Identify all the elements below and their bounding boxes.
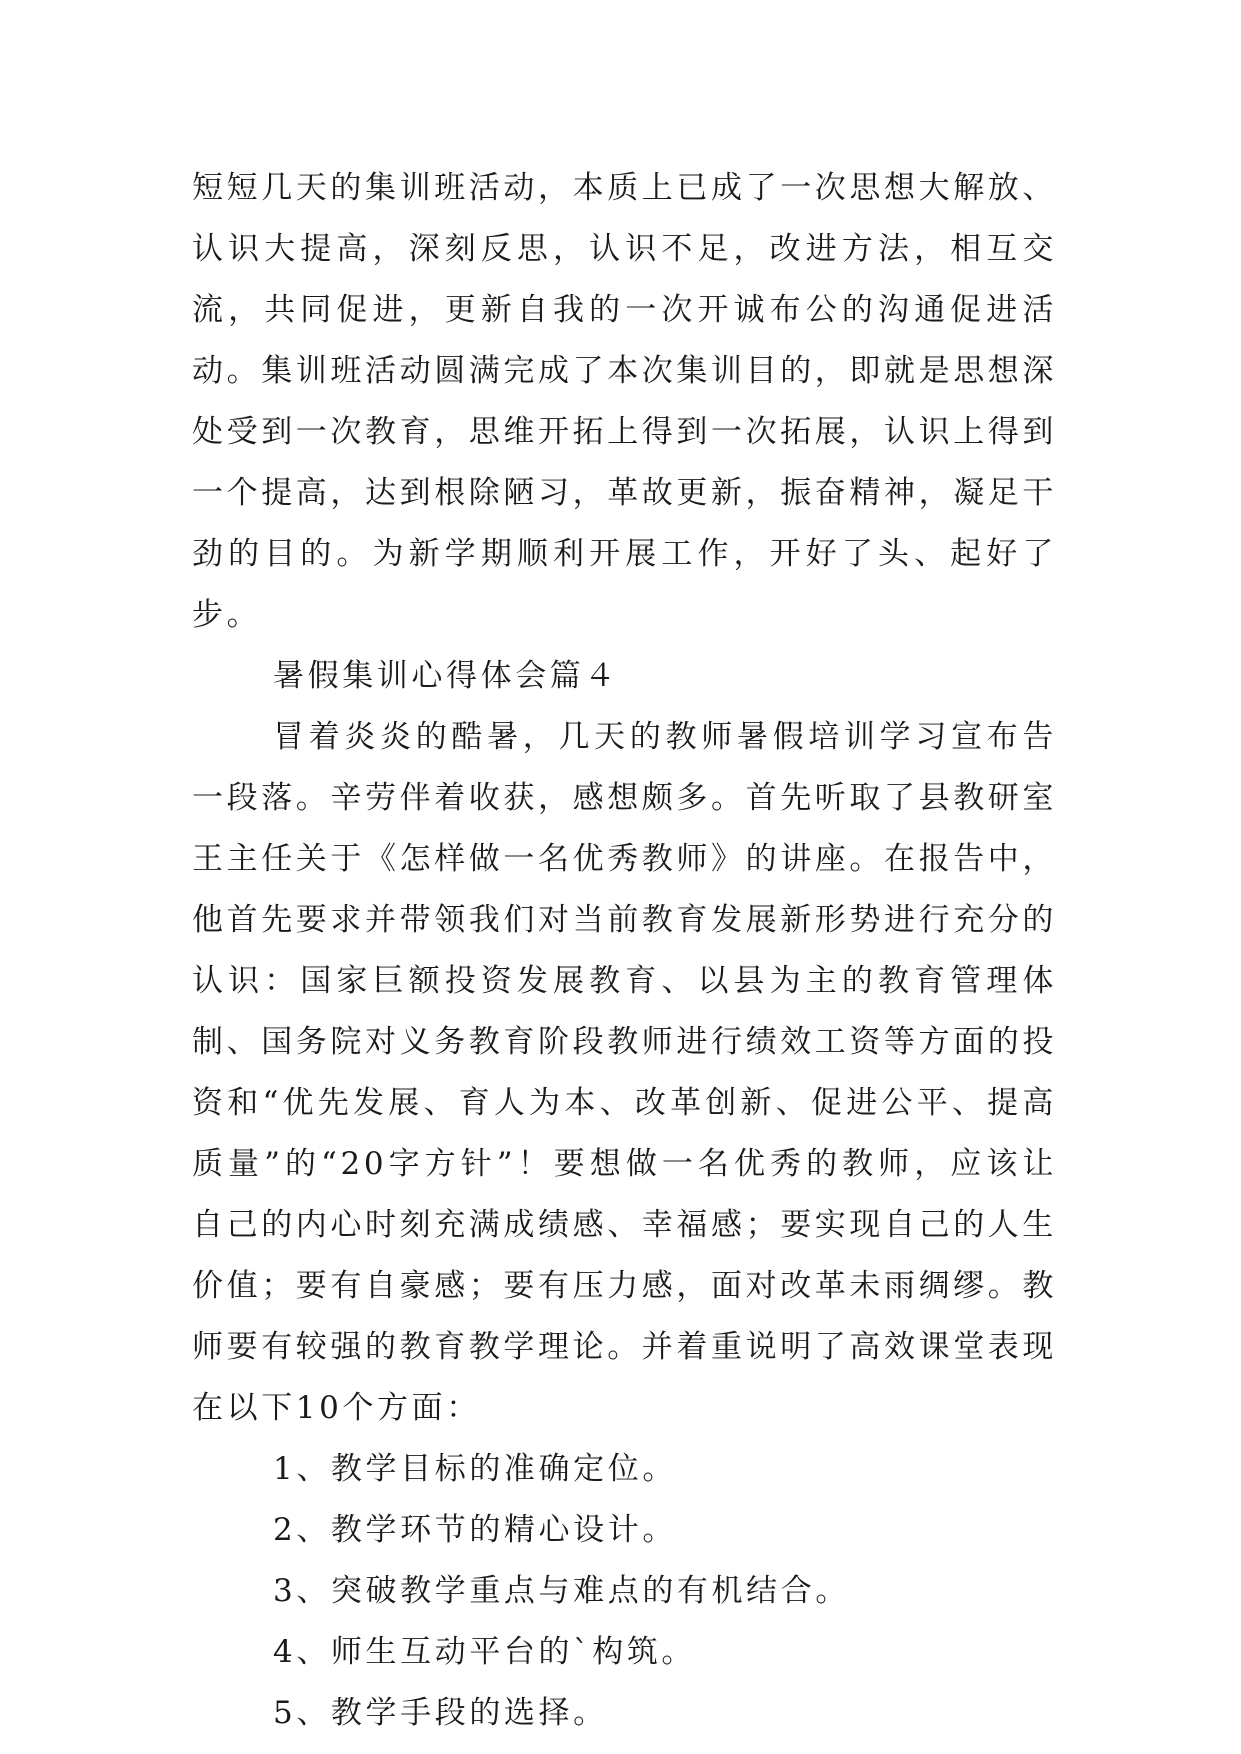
list-item-3: 3、突破教学重点与难点的有机结合。	[273, 1573, 850, 1609]
list-item-1: 1、教学目标的准确定位。	[273, 1451, 677, 1487]
section-heading: 暑假集训心得体会篇４	[273, 658, 619, 694]
paragraph-intro: 短短几天的集训班活动，本质上已成了一次思想大解放、认识大提高，深刻反思，认识不足，改进方法，相互交流，共同促进，更新自我的一次开诚布公的沟通促进活动。集训班活动圆满完成了本次集训目的，即就是思想深处受到一次教育，思维开拓上得到一次拓展，认识上得到一个提高，达到根除陋习，革故更新，振奋精神，凝足干劲的目的。为新学期顺利开展工作，开好了头、起好了步。	[192, 170, 1057, 633]
list-item-2: 2、教学环节的精心设计。	[273, 1512, 677, 1548]
document-body	[192, 158, 1057, 1744]
list-item-4: 4、师生互动平台的`构筑。	[273, 1634, 697, 1670]
list-item-5: 5、教学手段的选择。	[273, 1695, 608, 1731]
paragraph-main: 冒着炎炎的酷暑，几天的教师暑假培训学习宣布告一段落。辛劳伴着收获，感想颇多。首先听取了县教研室王主任关于《怎样做一名优秀教师》的讲座。在报告中，他首先要求并带领我们对当前教育发展新形势进行充分的认识：国家巨额投资发展教育、以县为主的教育管理体制、国务院对义务教育阶段教师进行绩效工资等方面的投资和“优先发展、育人为本、改革创新、促进公平、提高质量”的“20字方针”！要想做一名优秀的教师，应该让自己的内心时刻充满成绩感、幸福感；要实现自己的人生价值；要有自豪感；要有压力感，面对改革未雨绸缪。教师要有较强的教育教学理论。并着重说明了高效课堂表现在以下10个方面：	[192, 719, 1057, 1426]
